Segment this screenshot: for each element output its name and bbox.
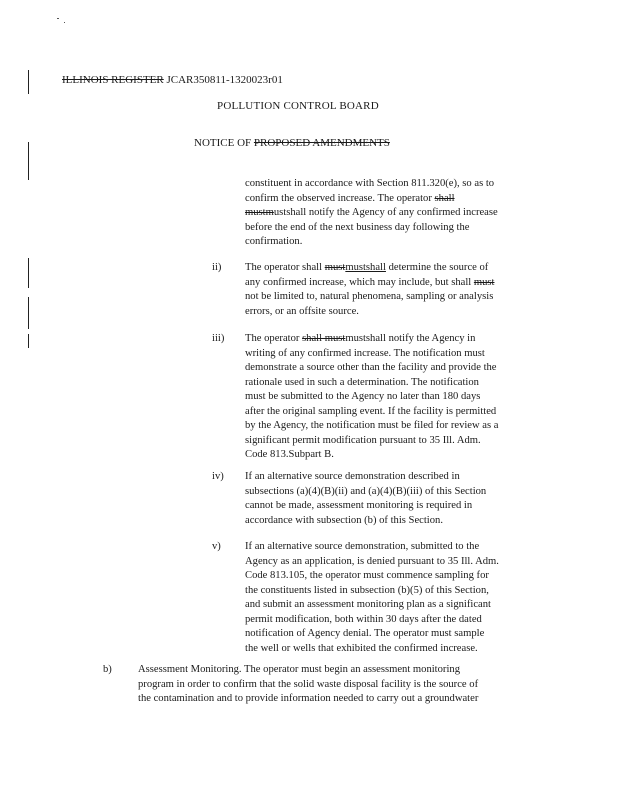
scan-speck bbox=[57, 18, 59, 19]
change-bar bbox=[28, 258, 29, 288]
text-line: Assessment Monitoring. The operator must begin an assessment monitoring bbox=[138, 664, 460, 675]
text-line: significant permit modification pursuant to 35 Ill. Adm. bbox=[245, 434, 481, 446]
register-title-struck: ILLINOIS REGISTER bbox=[62, 74, 164, 86]
struck-text: mustm bbox=[245, 207, 274, 218]
scan-speck bbox=[64, 22, 65, 23]
struck-text: must bbox=[324, 262, 346, 273]
text-line bbox=[245, 261, 605, 276]
text-line bbox=[245, 332, 605, 347]
text-line: Code 813.105, the operator must commence sampling for bbox=[245, 570, 489, 581]
agency-title: POLLUTION CONTROL BOARD bbox=[217, 100, 379, 112]
text-line: constituent in accordance with Section 811.320(e), so as to bbox=[245, 178, 495, 189]
text-line: confirmation. bbox=[245, 236, 303, 247]
text-line: and submit an assessment monitoring plan as a significant bbox=[245, 599, 491, 610]
register-code: JCAR350811-1320023r01 bbox=[166, 74, 283, 86]
text-line: must be submitted to the Agency no later than 180 days bbox=[245, 391, 481, 402]
text-line: after the original sampling event. If the facility is permitted bbox=[245, 405, 497, 417]
struck-text: must bbox=[473, 276, 495, 288]
text-line: notification of Agency denial. The operator must sample bbox=[245, 628, 485, 639]
text-span: ustshall notify the Agency of any confirmed increase bbox=[273, 207, 498, 218]
change-bar bbox=[28, 142, 29, 180]
item-iv-paragraph bbox=[245, 470, 605, 528]
text-line: program in order to confirm that the solid waste disposal facility is the source of bbox=[138, 678, 479, 690]
text-line: writing of any confirmed increase. The notification must bbox=[245, 347, 485, 359]
text-span: confirm the observed increase. The operator bbox=[245, 192, 435, 204]
text-span: any confirmed increase, which may include, but shall bbox=[245, 276, 474, 288]
text-line: not be limited to, natural phenomena, sampling or analysis bbox=[245, 291, 494, 302]
text-line: the well or wells that exhibited the confirmed increase. bbox=[245, 642, 478, 654]
notice-struck: PROPOSED AMENDMENTS bbox=[253, 137, 390, 149]
text-line: accordance with subsection (b) of this Section. bbox=[245, 514, 443, 526]
text-line bbox=[245, 206, 605, 221]
change-bar bbox=[28, 334, 29, 348]
struck-text: shall must bbox=[302, 333, 346, 344]
text-span: mustshall notify the Agency in bbox=[345, 333, 476, 344]
text-span: The operator bbox=[245, 333, 303, 344]
text-line bbox=[245, 276, 605, 291]
text-span: The operator shall bbox=[245, 262, 325, 273]
section-number: b) bbox=[103, 664, 112, 675]
change-bar bbox=[28, 297, 29, 329]
text-span: determine the source of bbox=[385, 262, 489, 273]
text-line: cannot be made, assessment monitoring is required in bbox=[245, 500, 473, 511]
underlined-text: mustshall bbox=[345, 262, 386, 273]
text-line: demonstrate a source other than the facility and provide the bbox=[245, 362, 497, 373]
text-line: If an alternative source demonstration, submitted to the bbox=[245, 541, 480, 552]
item-number: iv) bbox=[212, 471, 224, 482]
struck-text: shall bbox=[434, 192, 455, 204]
item-iii-paragraph bbox=[245, 332, 605, 463]
section-b-paragraph bbox=[138, 663, 608, 707]
text-line: Agency as an application, is denied pursuant to 35 Ill. Adm. bbox=[245, 555, 499, 567]
register-header bbox=[62, 74, 283, 87]
text-line: Code 813.Subpart B. bbox=[245, 449, 334, 460]
text-line: rationale used in such a determination. The notification bbox=[245, 376, 479, 388]
text-line: subsections (a)(4)(B)(ii) and (a)(4)(B)(iii) of this Section bbox=[245, 485, 487, 497]
item-number: v) bbox=[212, 541, 221, 552]
text-line: permit modification, both within 30 days after the dated bbox=[245, 613, 482, 625]
text-line: errors, or an offsite source. bbox=[245, 305, 359, 317]
notice-title bbox=[194, 137, 390, 150]
item-number: iii) bbox=[212, 333, 225, 344]
text-line: the contamination and to provide information needed to carry out a groundwater bbox=[138, 693, 479, 704]
item-number: ii) bbox=[212, 262, 222, 273]
text-line: before the end of the next business day following the bbox=[245, 221, 470, 233]
text-line: the constituents listed in subsection (b)(5) of this Section, bbox=[245, 584, 489, 596]
text-line: If an alternative source demonstration described in bbox=[245, 471, 460, 482]
item-ii-paragraph bbox=[245, 261, 605, 319]
text-line: by the Agency, the notification must be filed for review as a bbox=[245, 420, 499, 431]
item-v-paragraph bbox=[245, 540, 605, 656]
text-line bbox=[245, 192, 605, 207]
continuation-paragraph bbox=[245, 177, 605, 250]
notice-prefix: NOTICE OF bbox=[194, 137, 254, 149]
change-bar bbox=[28, 70, 29, 94]
